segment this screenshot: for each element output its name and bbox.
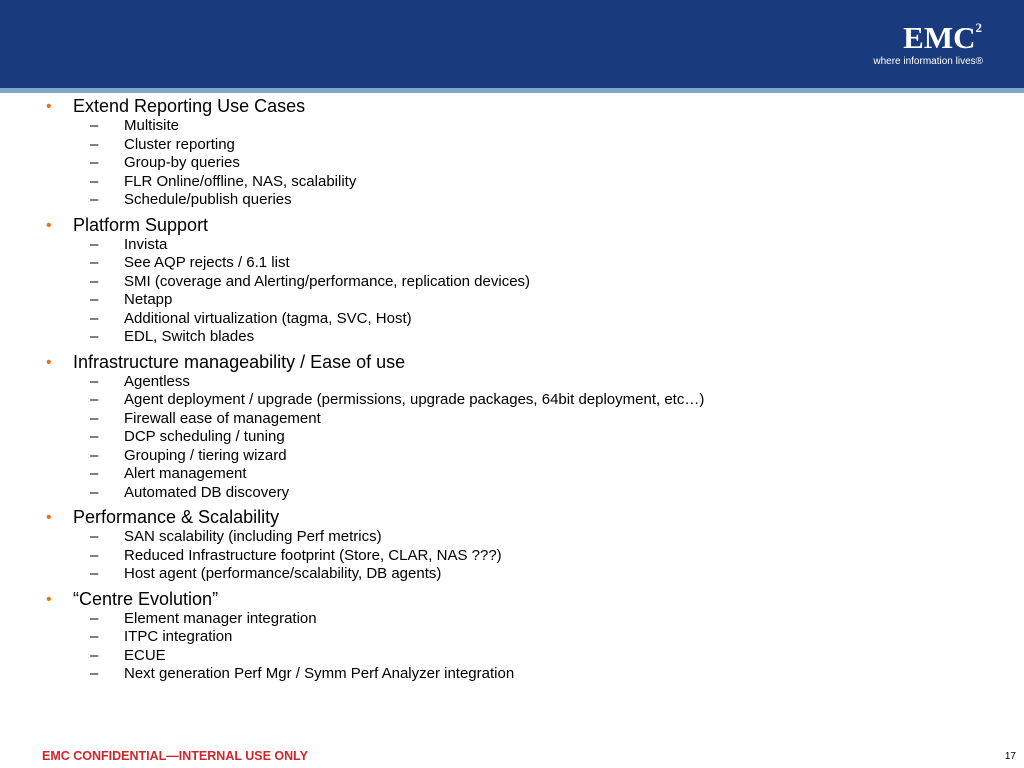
sub-bullet-text: DCP scheduling / tuning <box>124 428 285 445</box>
sub-bullet-text: Reduced Infrastructure footprint (Store, CLAR, NAS ???) <box>124 546 502 564</box>
sub-bullet-item <box>46 191 986 210</box>
sub-bullet-text: Firewall ease of management <box>124 409 321 427</box>
header-banner <box>0 0 1024 88</box>
sub-bullet-text: Host agent (performance/scalability, DB agents) <box>124 565 442 582</box>
dash-icon: – <box>90 428 99 445</box>
logo-superscript: 2 <box>975 20 982 35</box>
bullet-item <box>46 215 986 236</box>
sub-bullet-text: SAN scalability (including Perf metrics) <box>124 528 382 545</box>
sub-bullet-text: FLR Online/offline, NAS, scalability <box>124 172 357 190</box>
dash-icon: – <box>90 465 99 482</box>
dash-icon: – <box>90 609 99 627</box>
dash-icon: – <box>90 309 99 327</box>
bullet-title: “Centre Evolution” <box>73 588 219 609</box>
sub-bullet-text: Next generation Perf Mgr / Symm Perf Analyzer integration <box>124 665 515 682</box>
dash-icon: – <box>90 172 99 190</box>
bullet-title: Infrastructure manageability / Ease of use <box>73 351 406 372</box>
bullet-item <box>46 589 986 610</box>
sub-bullet-text: ITPC integration <box>124 628 233 645</box>
sub-bullet-item <box>46 410 986 429</box>
sub-bullet-text: ECUE <box>124 646 166 664</box>
bullet-dot-icon: • <box>46 98 52 115</box>
dash-icon: – <box>90 328 99 345</box>
sub-bullet-text: Cluster reporting <box>124 135 235 153</box>
sub-bullet-item <box>46 547 986 566</box>
logo-tagline: where information lives® <box>873 56 983 67</box>
dash-icon: – <box>90 291 99 308</box>
dash-icon: – <box>90 483 99 501</box>
sub-bullet-text: Agentless <box>124 372 190 390</box>
sub-bullet-text: Group-by queries <box>124 154 240 171</box>
dash-icon: – <box>90 565 99 582</box>
dash-icon: – <box>90 665 99 682</box>
dash-icon: – <box>90 628 99 645</box>
bullet-title: Platform Support <box>73 214 209 235</box>
logo-text: EMC <box>903 20 976 55</box>
bullet-dot-icon: • <box>46 216 52 234</box>
sub-bullet-text: Element manager integration <box>124 609 317 627</box>
sub-bullet-item <box>46 310 986 329</box>
sub-bullet-item <box>46 391 986 410</box>
sub-bullet-text: Schedule/publish queries <box>124 191 292 208</box>
dash-icon: – <box>90 135 99 153</box>
sub-bullet-item <box>46 117 986 136</box>
sub-bullet-item <box>46 610 986 629</box>
sub-bullet-item <box>46 428 986 447</box>
bullet-item <box>46 352 986 373</box>
dash-icon: – <box>90 446 99 464</box>
bullet-title: Performance & Scalability <box>73 507 280 527</box>
sub-bullet-text: Agent deployment / upgrade (permissions, upgrade packages, 64bit deployment, etc…) <box>124 391 705 408</box>
sub-bullet-item <box>46 647 986 666</box>
sub-bullet-item <box>46 154 986 173</box>
bullet-item <box>46 507 986 528</box>
sub-bullet-item <box>46 373 986 392</box>
sub-bullet-text: See AQP rejects / 6.1 list <box>124 254 290 271</box>
page-number: 17 <box>1004 751 1016 762</box>
sub-bullet-item <box>46 136 986 155</box>
sub-bullet-item <box>46 173 986 192</box>
dash-icon: – <box>90 546 99 564</box>
dash-icon: – <box>90 409 99 427</box>
sub-bullet-item <box>46 254 986 273</box>
header-rule <box>0 88 1024 93</box>
sub-bullet-item <box>46 665 986 684</box>
dash-icon: – <box>90 372 99 390</box>
sub-bullet-item <box>46 528 986 547</box>
sub-bullet-item <box>46 628 986 647</box>
dash-icon: – <box>90 191 99 208</box>
emc-logo <box>873 22 982 68</box>
sub-bullet-item <box>46 236 986 255</box>
bullet-item <box>46 96 986 117</box>
sub-bullet-text: SMI (coverage and Alerting/performance, replication devices) <box>124 272 531 290</box>
sub-bullet-item <box>46 465 986 484</box>
bullet-dot-icon: • <box>46 590 52 608</box>
sub-bullet-text: Automated DB discovery <box>124 483 290 501</box>
dash-icon: – <box>90 235 99 253</box>
bullet-title: Extend Reporting Use Cases <box>73 96 306 116</box>
sub-bullet-text: Grouping / tiering wizard <box>124 446 287 464</box>
sub-bullet-text: Multisite <box>124 117 180 134</box>
sub-bullet-item <box>46 328 986 347</box>
sub-bullet-text: Additional virtualization (tagma, SVC, Host) <box>124 309 412 327</box>
sub-bullet-text: Alert management <box>124 465 247 482</box>
dash-icon: – <box>90 272 99 290</box>
sub-bullet-item <box>46 291 986 310</box>
sub-bullet-item <box>46 273 986 292</box>
sub-bullet-text: Invista <box>124 235 168 253</box>
dash-icon: – <box>90 528 99 545</box>
dash-icon: – <box>90 646 99 664</box>
sub-bullet-item <box>46 484 986 503</box>
sub-bullet-text: Netapp <box>124 291 173 308</box>
bullet-dot-icon: • <box>46 509 52 526</box>
dash-icon: – <box>90 154 99 171</box>
dash-icon: – <box>90 117 99 134</box>
dash-icon: – <box>90 254 99 271</box>
sub-bullet-item <box>46 565 986 584</box>
sub-bullet-text: EDL, Switch blades <box>124 328 255 345</box>
bullet-list <box>46 96 986 684</box>
sub-bullet-item <box>46 447 986 466</box>
bullet-dot-icon: • <box>46 353 52 371</box>
dash-icon: – <box>90 391 99 408</box>
confidential-notice: EMC CONFIDENTIAL—INTERNAL USE ONLY <box>42 749 308 763</box>
